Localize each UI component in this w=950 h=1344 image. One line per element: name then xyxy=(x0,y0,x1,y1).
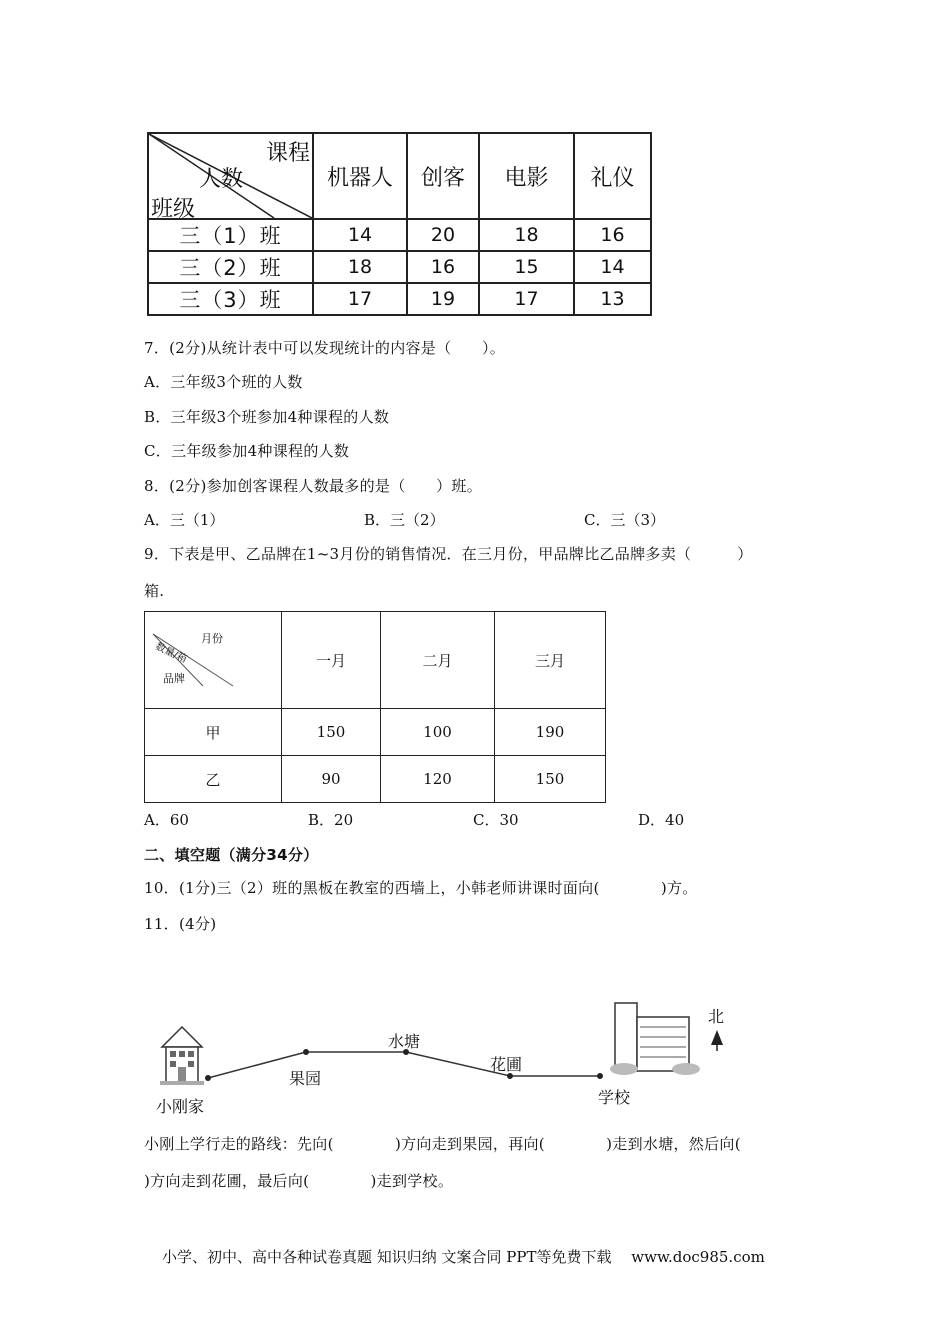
table-cell: 190 xyxy=(495,709,606,756)
header-cell: 礼仪 xyxy=(574,133,651,219)
table-corner-cell xyxy=(145,612,282,709)
header-cell: 三月 xyxy=(495,612,606,709)
q9-option-d[interactable]: D．40 xyxy=(638,811,685,829)
map-label-orchard: 果园 xyxy=(289,1069,322,1088)
brand-label: 乙 xyxy=(145,756,282,803)
table-row xyxy=(148,283,651,315)
table-corner-cell xyxy=(148,133,313,222)
q7-option-b[interactable]: B．三年级3个班参加4种课程的人数 xyxy=(144,408,390,426)
header-cell: 电影 xyxy=(479,133,574,219)
q7-stem: 7．(2分)从统计表中可以发现统计的内容是（ ）。 xyxy=(144,339,506,357)
q9-option-a[interactable]: A．60 xyxy=(144,811,189,829)
map-label-pond: 水塘 xyxy=(388,1032,421,1051)
q8-option-b[interactable]: B．三（2） xyxy=(364,511,445,529)
table-cell: 15 xyxy=(479,251,574,283)
sales-table xyxy=(144,611,606,803)
map-label-home: 小刚家 xyxy=(156,1097,205,1116)
header-cell: 一月 xyxy=(282,612,381,709)
brand-label: 甲 xyxy=(145,709,282,756)
q11-line2: )方向走到花圃，最后向( )走到学校。 xyxy=(144,1172,454,1190)
house-icon xyxy=(160,1027,204,1085)
map-label-school: 学校 xyxy=(598,1088,631,1107)
q8-option-a[interactable]: A．三（1） xyxy=(144,511,225,529)
q8-stem: 8．(2分)参加创客课程人数最多的是（ ）班。 xyxy=(144,477,482,495)
q11-stem: 11．(4分) xyxy=(144,915,217,933)
map-label-garden: 花圃 xyxy=(490,1055,523,1074)
q9-stem-line2: 箱. xyxy=(144,582,165,600)
corner-mid-label: 数量/箱 xyxy=(153,641,189,666)
table-cell: 17 xyxy=(313,283,407,315)
table-cell: 17 xyxy=(479,283,574,315)
corner-top-label: 月份 xyxy=(201,632,223,645)
q7-option-c[interactable]: C．三年级参加4种课程的人数 xyxy=(144,442,350,460)
table-cell: 19 xyxy=(407,283,479,315)
header-cell: 机器人 xyxy=(313,133,407,219)
corner-bottom-label: 班级 xyxy=(151,197,196,222)
table-cell: 16 xyxy=(574,219,651,251)
q8-option-c[interactable]: C．三（3） xyxy=(584,511,666,529)
table-row xyxy=(145,756,606,803)
table-cell: 150 xyxy=(495,756,606,803)
table-cell: 13 xyxy=(574,283,651,315)
q9-option-c[interactable]: C．30 xyxy=(473,811,519,829)
table-cell: 18 xyxy=(479,219,574,251)
table-row xyxy=(148,219,651,251)
route-map xyxy=(140,995,740,1115)
table-cell: 18 xyxy=(313,251,407,283)
class-label: 三（1）班 xyxy=(148,219,313,251)
class-label: 三（3）班 xyxy=(148,283,313,315)
course-table xyxy=(147,132,652,316)
corner-bottom-label: 品牌 xyxy=(163,672,185,685)
corner-mid-label: 人数 xyxy=(199,167,244,192)
corner-top-label: 课程 xyxy=(265,141,310,166)
page-footer: 小学、初中、高中各种试卷真题 知识归纳 文案合同 PPT等免费下载 www.doc985.com xyxy=(162,1248,765,1266)
table-cell: 120 xyxy=(381,756,495,803)
section-heading: 二、填空题（满分34分） xyxy=(144,846,319,864)
q10-stem: 10．(1分)三（2）班的黑板在教室的西墙上，小韩老师讲课时面向( )方。 xyxy=(144,879,698,897)
table-cell: 100 xyxy=(381,709,495,756)
table-cell: 90 xyxy=(282,756,381,803)
diagonal-lines xyxy=(145,612,281,708)
q11-line1: 小刚上学行走的路线：先向( )方向走到果园，再向( )走到水塘，然后向( xyxy=(144,1135,741,1153)
table-cell: 16 xyxy=(407,251,479,283)
header-cell: 二月 xyxy=(381,612,495,709)
table-cell: 14 xyxy=(313,219,407,251)
table-cell: 14 xyxy=(574,251,651,283)
school-icon xyxy=(610,1003,700,1075)
table-row xyxy=(148,251,651,283)
route-line xyxy=(208,1052,600,1078)
class-label: 三（2）班 xyxy=(148,251,313,283)
map-label-north: 北 xyxy=(708,1007,725,1026)
table-cell: 20 xyxy=(407,219,479,251)
table-row xyxy=(145,709,606,756)
q7-option-a[interactable]: A．三年级3个班的人数 xyxy=(144,373,303,391)
header-cell: 创客 xyxy=(407,133,479,219)
q9-option-b[interactable]: B．20 xyxy=(308,811,354,829)
q9-stem-line1: 9．下表是甲、乙品牌在1~3月份的销售情况．在三月份，甲品牌比乙品牌多卖（ ） xyxy=(144,545,753,563)
table-cell: 150 xyxy=(282,709,381,756)
